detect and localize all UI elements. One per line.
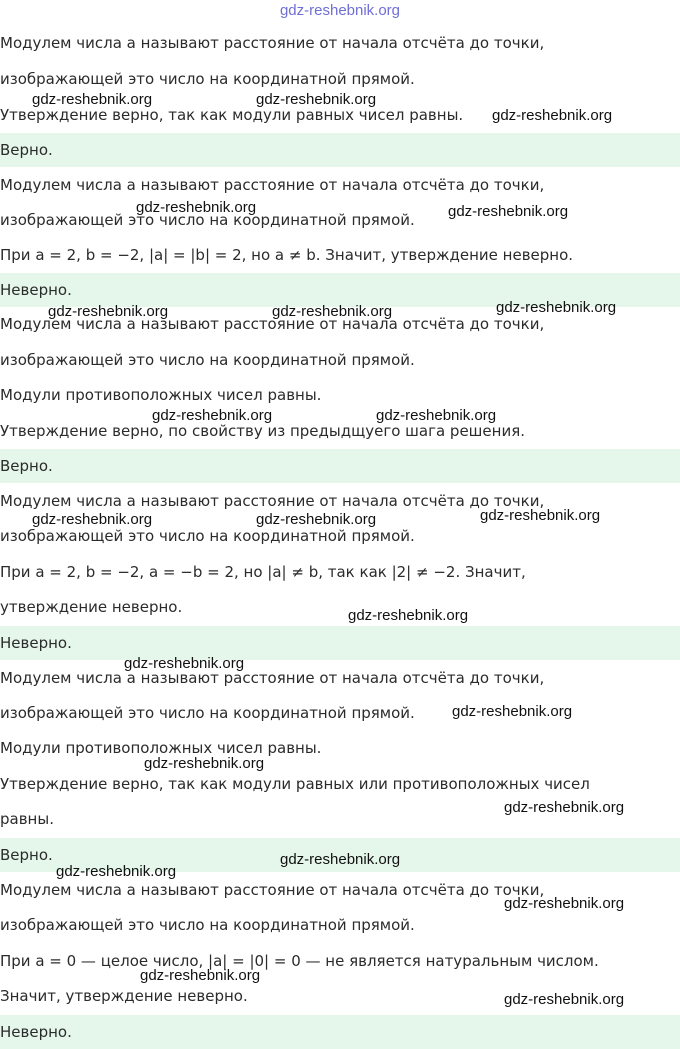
claim-line-1: Утверждение верно, так как модули равных или противоположных чисел <box>0 775 590 793</box>
watermark: gdz-reshebnik.org <box>272 303 393 320</box>
watermark: gdz-reshebnik.org <box>256 511 377 528</box>
watermark: gdz-reshebnik.org <box>376 407 497 424</box>
property-line: Модули противоположных чисел равны. <box>0 739 322 757</box>
definition-line-1: Модулем числа a называют расстояние от начала отсчёта до точки, <box>0 881 545 899</box>
claim-line: Утверждение верно, так как модули равных чисел равны. <box>0 106 464 124</box>
claim-line-2: равны. <box>0 810 54 828</box>
watermark: gdz-reshebnik.org <box>496 299 617 316</box>
answer-false: Неверно. <box>0 626 680 660</box>
watermark: gdz-reshebnik.org <box>504 991 625 1008</box>
definition-line-1: Модулем числа a называют расстояние от начала отсчёта до точки, <box>0 176 545 194</box>
watermark: gdz-reshebnik.org <box>56 863 177 880</box>
conclusion-line: Значит, утверждение неверно. <box>0 987 248 1005</box>
header-watermark: gdz-reshebnik.org <box>279 2 401 19</box>
watermark: gdz-reshebnik.org <box>32 91 153 108</box>
watermark: gdz-reshebnik.org <box>492 107 613 124</box>
definition-line-2: изображающей это число на координатной прямой. <box>0 527 415 545</box>
watermark: gdz-reshebnik.org <box>504 895 625 912</box>
definition-line-2: изображающей это число на координатной прямой. <box>0 704 415 722</box>
example-line: При a = 0 — целое число, |a| = |0| = 0 — не является натуральным числом. <box>0 952 599 970</box>
definition-line-1: Модулем числа a называют расстояние от начала отсчёта до точки, <box>0 669 545 687</box>
answer-true: Верно. <box>0 838 680 872</box>
answer-false: Неверно. <box>0 273 680 307</box>
claim-line: Утверждение верно, по свойству из предыдщуего шага решения. <box>0 422 525 440</box>
watermark: gdz-reshebnik.org <box>348 607 469 624</box>
definition-line-1: Модулем числа a называют расстояние от начала отсчёта до точки, <box>0 315 545 333</box>
watermark: gdz-reshebnik.org <box>140 967 261 984</box>
watermark: gdz-reshebnik.org <box>256 91 377 108</box>
watermark: gdz-reshebnik.org <box>136 199 257 216</box>
definition-line-1: Модулем числа a называют расстояние от начала отсчёта до точки, <box>0 492 545 510</box>
example-line-end: утверждение неверно. <box>0 598 183 616</box>
watermark: gdz-reshebnik.org <box>480 507 601 524</box>
watermark: gdz-reshebnik.org <box>32 511 153 528</box>
answer-true: Верно. <box>0 133 680 167</box>
watermark: gdz-reshebnik.org <box>144 755 265 772</box>
definition-line-2: изображающей это число на координатной прямой. <box>0 916 415 934</box>
answer-false: Неверно. <box>0 1015 680 1049</box>
watermark: gdz-reshebnik.org <box>152 407 273 424</box>
watermark: gdz-reshebnik.org <box>452 703 573 720</box>
watermark: gdz-reshebnik.org <box>48 303 169 320</box>
watermark: gdz-reshebnik.org <box>280 851 401 868</box>
definition-line-1: Модулем числа a называют расстояние от начала отсчёта до точки, <box>0 34 545 52</box>
property-line: Модули противоположных чисел равны. <box>0 386 322 404</box>
watermark: gdz-reshebnik.org <box>504 799 625 816</box>
watermark: gdz-reshebnik.org <box>448 203 569 220</box>
definition-line-2: изображающей это число на координатной прямой. <box>0 211 415 229</box>
watermark: gdz-reshebnik.org <box>124 655 245 672</box>
example-line: При a = 2, b = −2, a = −b = 2, но |a| ≠ b, так как |2| ≠ −2. Значит, <box>0 563 526 581</box>
example-line: При a = 2, b = −2, |a| = |b| = 2, но a ≠ b. Значит, утверждение неверно. <box>0 246 574 264</box>
answer-true: Верно. <box>0 449 680 483</box>
definition-line-2: изображающей это число на координатной прямой. <box>0 351 415 369</box>
definition-line-2: изображающей это число на координатной прямой. <box>0 70 415 88</box>
